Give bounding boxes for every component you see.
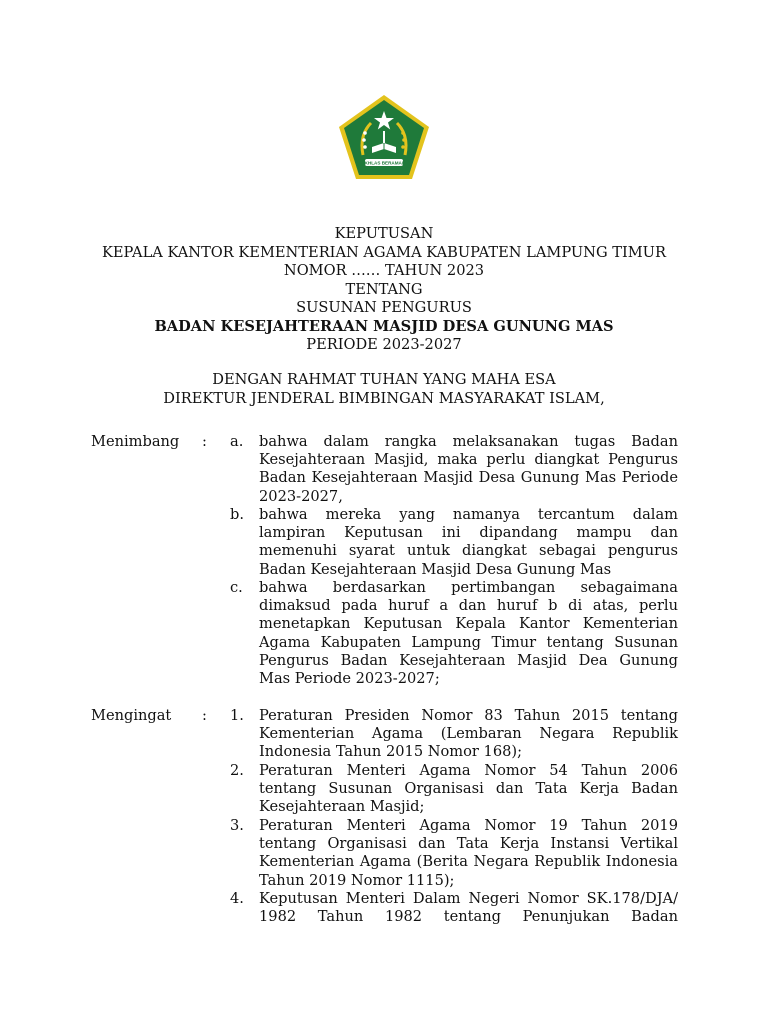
preamble-line: DIREKTUR JENDERAL BIMBINGAN MASYARAKAT ISLAM, — [163, 389, 605, 407]
section-colon: : — [202, 433, 207, 450]
heading-period: PERIODE 2023-2027 — [306, 336, 462, 353]
item-line: lampiran Keputusan ini dipandang mampu dan — [259, 524, 678, 542]
decree-heading — [0, 225, 768, 355]
item-text — [259, 579, 678, 688]
item-text — [259, 433, 678, 506]
item-line: Mas Periode 2023-2027; — [259, 670, 440, 688]
item-marker: 1. — [230, 707, 244, 724]
item-marker: a. — [230, 433, 244, 450]
logo-motto: IKHLAS BERAMAL — [363, 160, 405, 166]
item-marker: c. — [230, 579, 243, 596]
item-text — [259, 890, 678, 926]
item-line: Agama Kabupaten Lampung Timur tentang Susunan — [259, 633, 678, 651]
item-line: 2023-2027, — [259, 487, 343, 505]
item-line: menetapkan Keputusan Kepala Kantor Kementerian — [259, 615, 678, 633]
item-line: Kementerian Agama (Berita Negara Republik Indonesia — [259, 853, 678, 871]
kemenag-logo-icon — [337, 93, 431, 181]
item-text — [259, 707, 678, 762]
item-line: Peraturan Menteri Agama Nomor 54 Tahun 2006 — [259, 762, 678, 779]
heading-line: SUSUNAN PENGURUS — [296, 299, 472, 316]
heading-bold-line: BADAN KESEJAHTERAAN MASJID DESA GUNUNG MAS — [154, 317, 614, 335]
item-marker: 3. — [230, 817, 244, 834]
item-line: bahwa dalam rangka melaksanakan tugas Badan — [259, 433, 678, 450]
preamble — [0, 371, 768, 408]
heading-line: NOMOR …… TAHUN 2023 — [283, 262, 485, 279]
heading-line: KEPALA KANTOR KEMENTERIAN AGAMA KABUPATEN LAMPUNG TIMUR — [102, 243, 666, 261]
item-text — [259, 506, 678, 579]
preamble-line: DENGAN RAHMAT TUHAN YANG MAHA ESA — [212, 371, 556, 388]
item-line: Keputusan Menteri Dalam Negeri Nomor SK.178/DJA/ — [259, 890, 678, 907]
item-line: Badan Kesejahteraan Masjid Desa Gunung Mas Periode — [259, 469, 678, 487]
item-line: bahwa berdasarkan pertimbangan sebagaimana — [259, 579, 678, 596]
item-line: Tahun 2019 Nomor 1115); — [259, 871, 455, 889]
section-colon: : — [202, 707, 207, 724]
item-marker: 4. — [230, 890, 244, 907]
item-line: Pengurus Badan Kesejahteraan Masjid Dea Gunung — [259, 651, 678, 669]
item-line: bahwa mereka yang namanya tercantum dalam — [259, 506, 678, 523]
item-line: memenuhi syarat untuk diangkat sebagai pengurus — [259, 542, 678, 560]
section-label: Mengingat — [91, 707, 172, 724]
item-text — [259, 762, 678, 817]
item-line: Kementerian Agama (Lembaran Negara Republik — [259, 725, 678, 743]
item-line: 1982 Tahun 1982 tentang Penunjukan Badan — [259, 908, 678, 926]
item-line: tentang Susunan Organisasi dan Tata Kerja Badan — [259, 780, 678, 798]
item-line: Peraturan Presiden Nomor 83 Tahun 2015 tentang — [259, 707, 678, 724]
item-line: Peraturan Menteri Agama Nomor 19 Tahun 2019 — [259, 817, 678, 834]
item-text — [259, 817, 678, 890]
item-line: Kesejahteraan Masjid; — [259, 798, 425, 816]
heading-line: TENTANG — [345, 280, 423, 298]
heading-line: KEPUTUSAN — [334, 225, 434, 242]
item-line: Kesejahteraan Masjid, maka perlu diangkat Pengurus — [259, 451, 678, 469]
item-line: Badan Kesejahteraan Masjid Desa Gunung Mas — [259, 560, 612, 578]
item-line: tentang Organisasi dan Tata Kerja Instansi Vertikal — [259, 835, 678, 853]
item-marker: 2. — [230, 762, 244, 779]
item-line: dimaksud pada huruf a dan huruf b di atas, perlu — [259, 597, 678, 615]
item-line: Indonesia Tahun 2015 Nomor 168); — [259, 743, 523, 761]
section-label: Menimbang — [91, 433, 180, 450]
item-marker: b. — [230, 506, 244, 523]
